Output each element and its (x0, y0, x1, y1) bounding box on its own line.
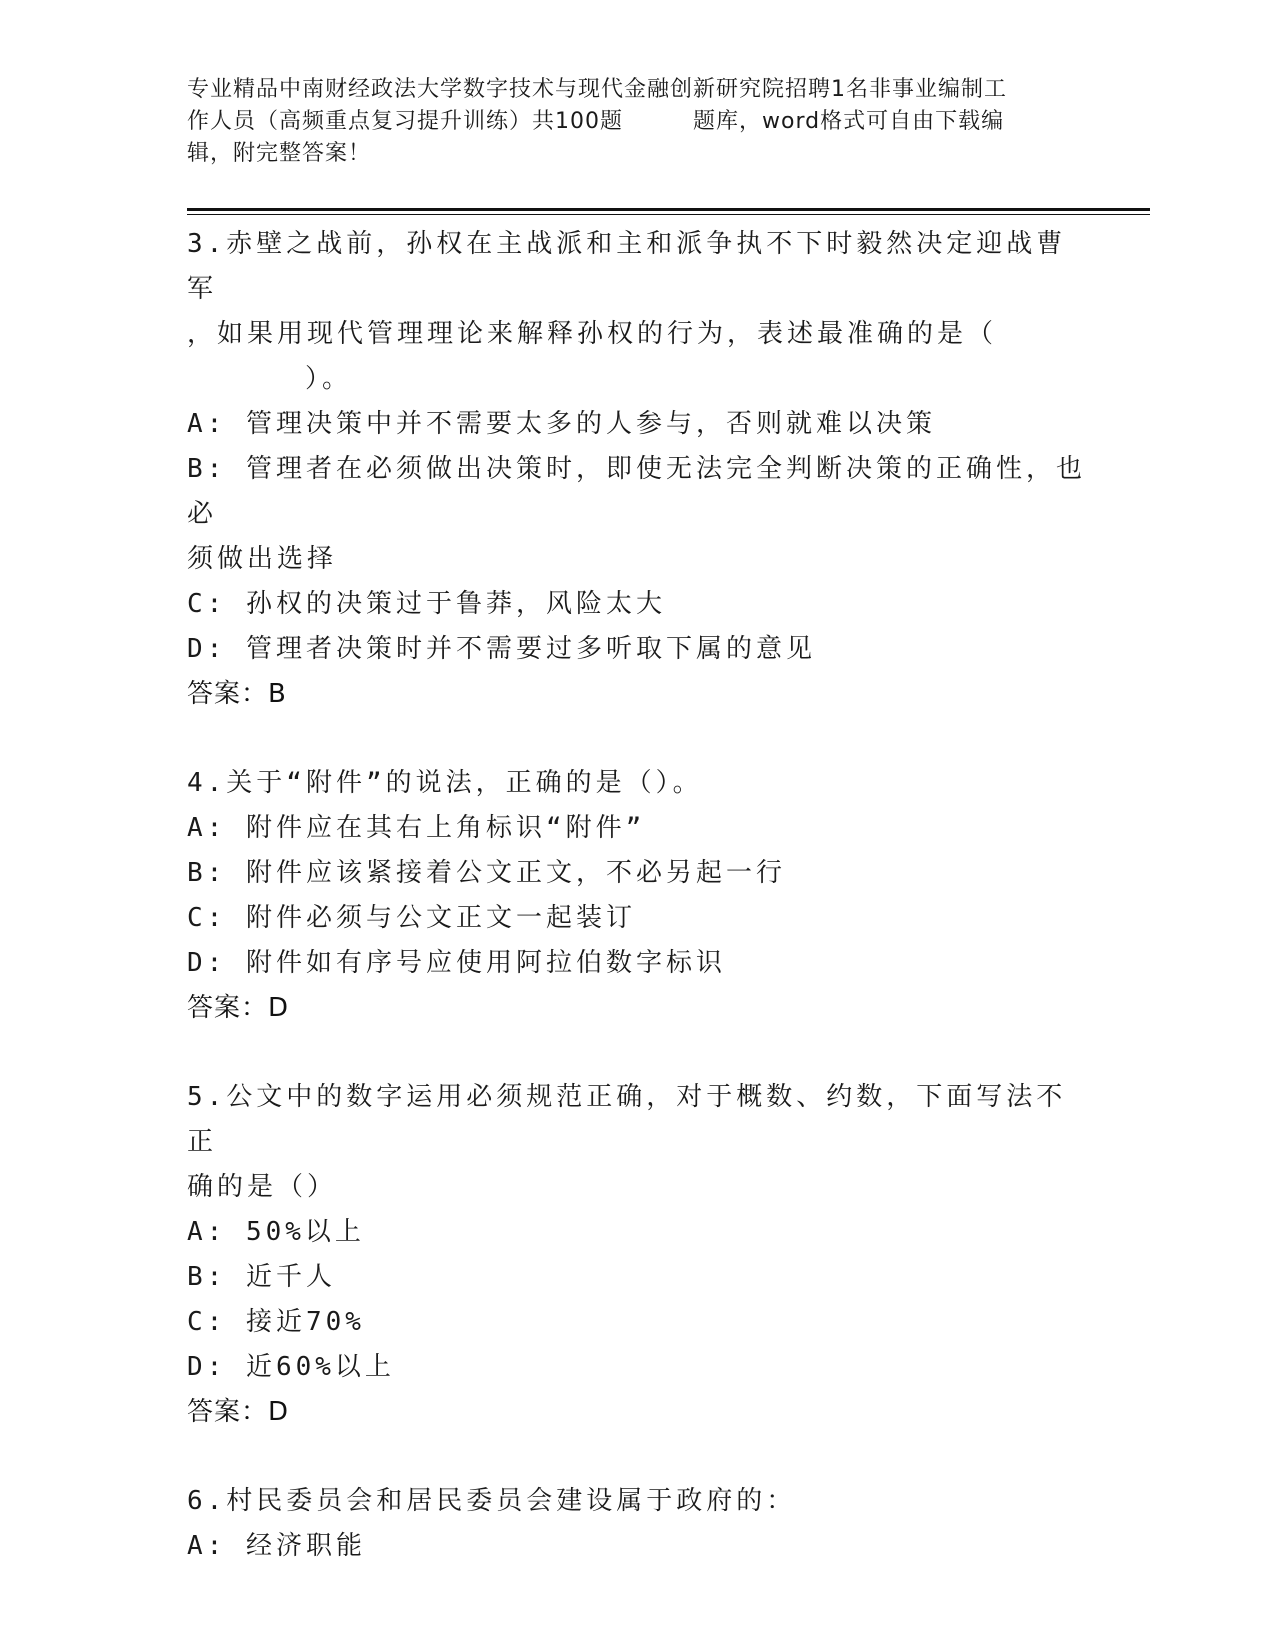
question-4-option-d: D: 附件如有序号应使用阿拉伯数字标识 (187, 948, 726, 978)
question-5-option-a: A: 50%以上 (187, 1217, 365, 1247)
question-3-option-d: D: 管理者决策时并不需要过多听取下属的意见 (187, 634, 816, 664)
header-divider-thin (187, 214, 1150, 215)
question-5-option-d: D: 近60%以上 (187, 1352, 395, 1382)
header-line-3: 辑，附完整答案！ (187, 141, 372, 166)
question-4-option-b: B: 附件应该紧接着公文正文，不必另起一行 (187, 858, 786, 888)
document-header (187, 74, 1087, 170)
question-3 (187, 222, 1087, 717)
question-4-option-c: C: 附件必须与公文正文一起装订 (187, 903, 636, 933)
question-4-stem-line-1: 4.关于“附件”的说法，正确的是（）。 (187, 768, 703, 798)
question-5-option-b: B: 近千人 (187, 1262, 336, 1292)
question-6 (187, 1479, 1087, 1569)
question-3-stem-line-1: 3.赤壁之战前，孙权在主战派和主和派争执不下时毅然决定迎战曹军 (187, 229, 1067, 304)
header-line-2-part-2: 题库，word格式可自由下载编 (693, 109, 1005, 134)
question-5-stem-line-2: 确的是（） (187, 1172, 338, 1202)
question-6-option-a: A: 经济职能 (187, 1531, 366, 1561)
header-divider-thick (187, 208, 1150, 211)
question-3-option-a: A: 管理决策中并不需要太多的人参与，否则就难以决策 (187, 409, 936, 439)
question-3-answer: 答案：B (187, 679, 287, 709)
question-5-option-c: C: 接近70% (187, 1307, 365, 1337)
question-5-answer: 答案：D (187, 1397, 290, 1427)
header-line-2-part-1: 作人员（高频重点复习提升训练）共100题 (187, 109, 623, 134)
question-3-stem-line-2: ，如果用现代管理理论来解释孙权的行为，表述最准确的是（ (187, 319, 998, 349)
question-3-option-b-cont: 须做出选择 (187, 544, 338, 574)
question-4 (187, 761, 1087, 1031)
question-4-answer: 答案：D (187, 993, 290, 1023)
question-3-option-c: C: 孙权的决策过于鲁莽，风险太大 (187, 589, 666, 619)
question-6-stem-line-1: 6.村民委员会和居民委员会建设属于政府的： (187, 1486, 797, 1516)
question-3-stem-line-3: ）。 (305, 364, 353, 394)
header-line-2 (187, 106, 1087, 138)
question-3-option-b: B: 管理者在必须做出决策时，即使无法完全判断决策的正确性，也必 (187, 454, 1086, 529)
question-5 (187, 1075, 1087, 1435)
header-line-1: 专业精品中南财经政法大学数字技术与现代金融创新研究院招聘1名非事业编制工 (187, 77, 1007, 102)
question-4-option-a: A: 附件应在其右上角标识“附件” (187, 813, 646, 843)
question-5-stem-line-1: 5.公文中的数字运用必须规范正确，对于概数、约数，下面写法不正 (187, 1082, 1067, 1157)
question-list (187, 222, 1087, 1613)
